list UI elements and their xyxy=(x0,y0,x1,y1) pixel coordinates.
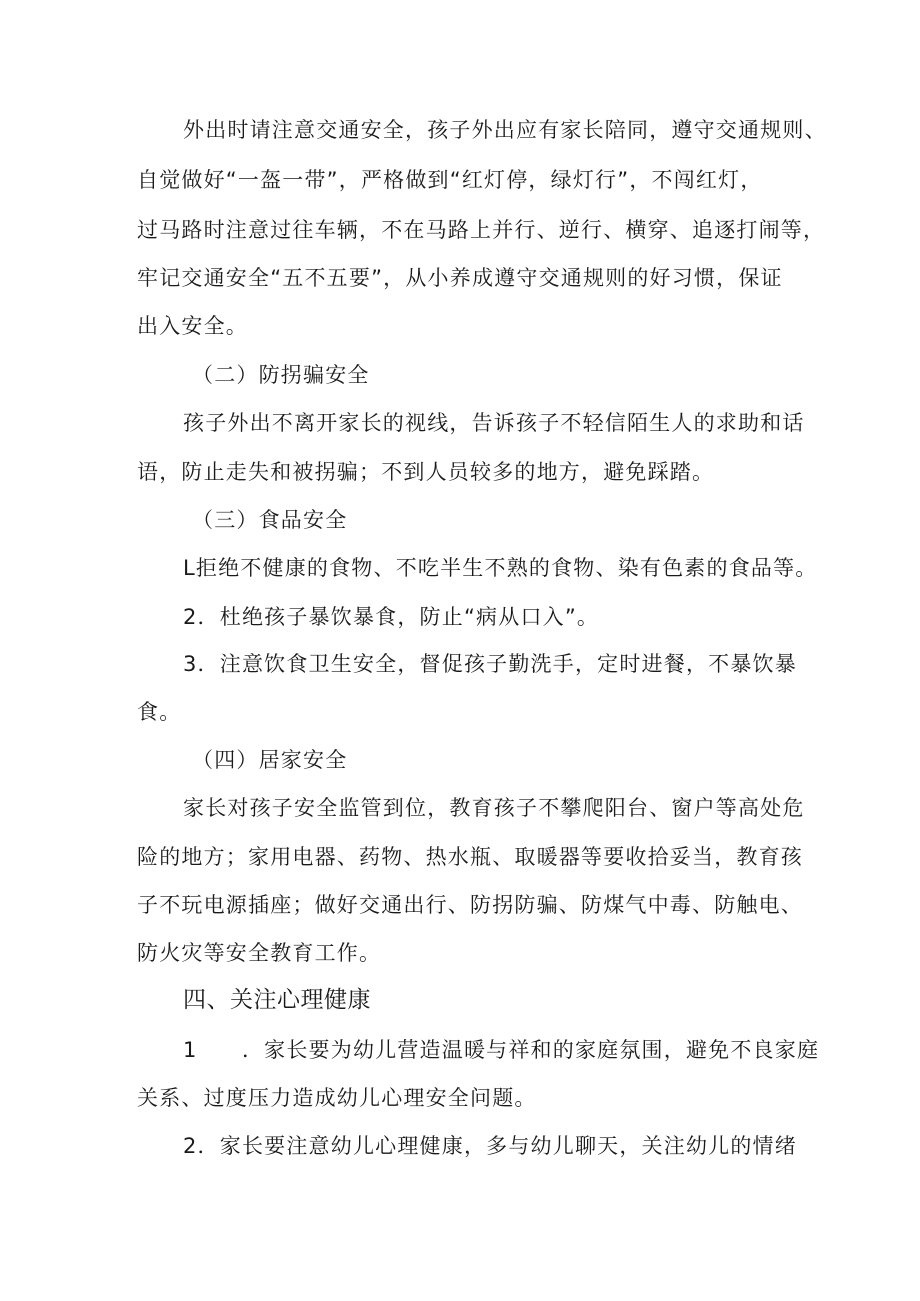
part-4-item-1-line-2: 关系、过度压力造成幼儿心理安全问题。 xyxy=(137,1086,537,1110)
section-4-title: （四）居家安全 xyxy=(192,748,348,772)
section-2-paragraph-line-2: 语，防止走失和被拐骗；不到人员较多的地方，避免踩踏。 xyxy=(137,460,715,484)
section-4-paragraph-line-3: 子不玩电源插座；做好交通出行、防拐防骗、防煤气中毒、防触电、 xyxy=(137,893,803,917)
traffic-paragraph-line-5: 出入安全。 xyxy=(137,314,248,338)
section-3-item-1: L拒绝不健康的食物、不吃半生不熟的食物、染有色素的食品等。 xyxy=(183,556,818,580)
part-4-item-1-line-1: 1 ．家长要为幼儿营造温暖与祥和的家庭氛围，避免不良家庭 xyxy=(183,1038,820,1062)
section-3-title: （三）食品安全 xyxy=(192,508,348,532)
part-4-heading: 四、关注心理健康 xyxy=(183,987,371,1013)
traffic-paragraph-line-4: 牢记交通安全“五不五要”，从小养成遵守交通规则的好习惯，保证 xyxy=(137,266,783,290)
section-4-paragraph-line-2: 险的地方；家用电器、药物、热水瓶、取暖器等要收拾妥当，教育孩 xyxy=(137,845,803,869)
section-2-paragraph-line-1: 孩子外出不离开家长的视线，告诉孩子不轻信陌生人的求助和话 xyxy=(183,411,805,435)
section-4-paragraph-line-4: 防火灾等安全教育工作。 xyxy=(137,941,382,965)
traffic-paragraph-line-2: 自觉做好“一盔一带”，严格做到“红灯停，绿灯行”，不闯红灯， xyxy=(137,168,763,192)
section-3-item-3-line-2: 食。 xyxy=(137,700,182,724)
part-4-item-2: 2．家长要注意幼儿心理健康，多与幼儿聊天，关注幼儿的情绪 xyxy=(183,1134,797,1158)
section-3-item-3-line-1: 3．注意饮食卫生安全，督促孩子勤洗手，定时进餐，不暴饮暴 xyxy=(183,652,797,676)
section-3-item-2: 2．杜绝孩子暴饮暴食，防止“病从口入”。 xyxy=(183,605,600,629)
section-4-paragraph-line-1: 家长对孩子安全监管到位，教育孩子不攀爬阳台、窗户等高处危 xyxy=(183,796,805,820)
traffic-paragraph-line-3: 过马路时注意过往车辆，不在马路上并行、逆行、横穿、追逐打闹等， xyxy=(137,218,826,242)
section-2-title: （二）防拐骗安全 xyxy=(192,363,370,387)
traffic-paragraph-line-1: 外出时请注意交通安全，孩子外出应有家长陪同，遵守交通规则、 xyxy=(183,118,827,142)
